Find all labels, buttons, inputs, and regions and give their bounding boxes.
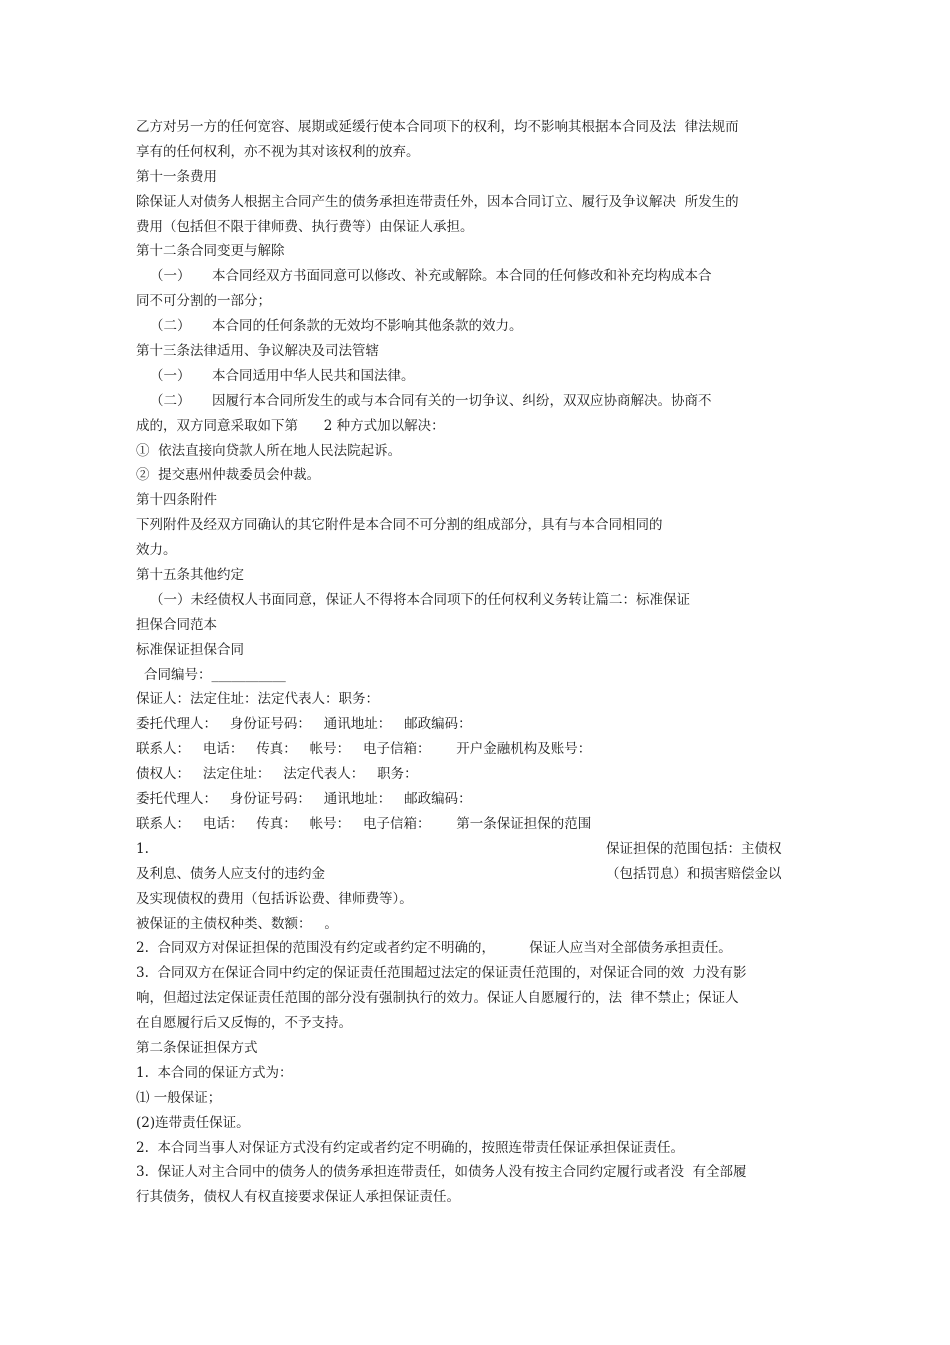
split-row-left: 1. <box>136 840 149 857</box>
list-item: ① 依法直接向贷款人所在地人民法院起诉。 <box>136 442 402 459</box>
section-heading: 第十三条法律适用、争议解决及司法管辖 <box>136 343 379 360</box>
text-line: 2. 本合同当事人对保证方式没有约定或者约定不明确的，按照连带责任保证承担保证责任。 <box>136 1139 684 1156</box>
contract-number: 合同编号：___________ <box>144 666 286 683</box>
text-line: 乙方对另一方的任何宽容、展期或延缓行使本合同项下的权利，均不影响其根据本合同及法 律法规而 <box>136 119 739 135</box>
section-heading: 第二条保证担保方式 <box>136 1039 258 1056</box>
text-line: 效力。 <box>136 542 177 559</box>
section-heading: 第十二条合同变更与解除 <box>136 243 285 260</box>
text-line: 3. 合同双方在保证合同中约定的保证责任范围超过法定的保证责任范围的，对保证合同的效 力没有影 <box>136 965 747 982</box>
party-info-line: 联系人： 电话： 传真： 帐号： 电子信箱： 开户金融机构及账号： <box>136 741 592 758</box>
text-line: 成的，双方同意采取如下第 2 种方式加以解决： <box>136 417 445 434</box>
text-line: 下列附件及经双方同确认的其它附件是本合同不可分割的组成部分，具有与本合同相同的 <box>136 517 663 534</box>
clause-line: （一） 本合同适用中华人民共和国法律。 <box>150 367 415 384</box>
contract-title: 标准保证担保合同 <box>136 641 244 658</box>
text-line: 1. 本合同的保证方式为： <box>136 1064 293 1081</box>
split-row-left: 及利息、债务人应支付的违约金 <box>136 865 325 882</box>
party-info-line: 保证人：法定住址：法定代表人：职务： <box>136 691 379 708</box>
party-info-line: 债权人： 法定住址： 法定代表人： 职务： <box>136 766 418 783</box>
party-info-line: 委托代理人： 身份证号码： 通讯地址： 邮政编码： <box>136 791 472 808</box>
clause-line: （二） 因履行本合同所发生的或与本合同有关的一切争议、纠纷，双双应协商解决。协商不 <box>150 392 712 409</box>
text-line: 响，但超过法定保证责任范围的部分没有强制执行的效力。保证人自愿履行的，法 律不禁止；保证人 <box>136 990 739 1007</box>
document-body <box>136 115 816 1210</box>
list-item: ② 提交惠州仲裁委员会仲裁。 <box>136 467 321 484</box>
party-info-line: 联系人： 电话： 传真： 帐号： 电子信箱： 第一条保证担保的范围 <box>136 815 592 832</box>
text-line: 行其债务，债权人有权直接要求保证人承担保证责任。 <box>136 1189 460 1206</box>
text-line: 担保合同范本 <box>136 616 217 633</box>
section-heading: 第十五条其他约定 <box>136 567 244 584</box>
clause-line: （一） 本合同经双方书面同意可以修改、补充或解除。本合同的任何修改和补充均构成本合 <box>150 268 712 285</box>
section-heading: 第十一条费用 <box>136 168 217 185</box>
list-item: ⑴ 一般保证； <box>136 1089 222 1106</box>
split-row <box>136 862 816 887</box>
clause-line: （二） 本合同的任何条款的无效均不影响其他条款的效力。 <box>150 318 523 335</box>
text-line: 享有的任何权利，亦不视为其对该权利的放弃。 <box>136 143 420 160</box>
text-line: 费用（包括但不限于律师费、执行费等）由保证人承担。 <box>136 218 474 235</box>
list-item: (2)连带责任保证。 <box>136 1114 250 1131</box>
text-line: 被保证的主债权种类、数额： 。 <box>136 915 338 932</box>
text-line: 2. 合同双方对保证担保的范围没有约定或者约定不明确的， 保证人应当对全部债务承担责任。 <box>136 940 732 957</box>
text-line: 同不可分割的一部分； <box>136 293 271 310</box>
text-line: 3. 保证人对主合同中的债务人的债务承担连带责任，如债务人没有按主合同约定履行或者没 有全部履 <box>136 1164 747 1181</box>
clause-line: （一）未经债权人书面同意，保证人不得将本合同项下的任何权利义务转让篇二：标准保证 <box>150 591 690 608</box>
split-row <box>136 837 816 862</box>
text-line: 除保证人对债务人根据主合同产生的债务承担连带责任外，因本合同订立、履行及争议解决 所发生的 <box>136 193 739 210</box>
split-row-right: 保证担保的范围包括：主债权 <box>606 840 782 857</box>
section-heading: 第十四条附件 <box>136 492 217 509</box>
text-line: 在自愿履行后又反悔的，不予支持。 <box>136 1015 352 1032</box>
split-row-right: （包括罚息）和损害赔偿金以 <box>606 865 782 882</box>
text-line: 及实现债权的费用（包括诉讼费、律师费等）。 <box>136 890 413 907</box>
party-info-line: 委托代理人： 身份证号码： 通讯地址： 邮政编码： <box>136 716 472 733</box>
